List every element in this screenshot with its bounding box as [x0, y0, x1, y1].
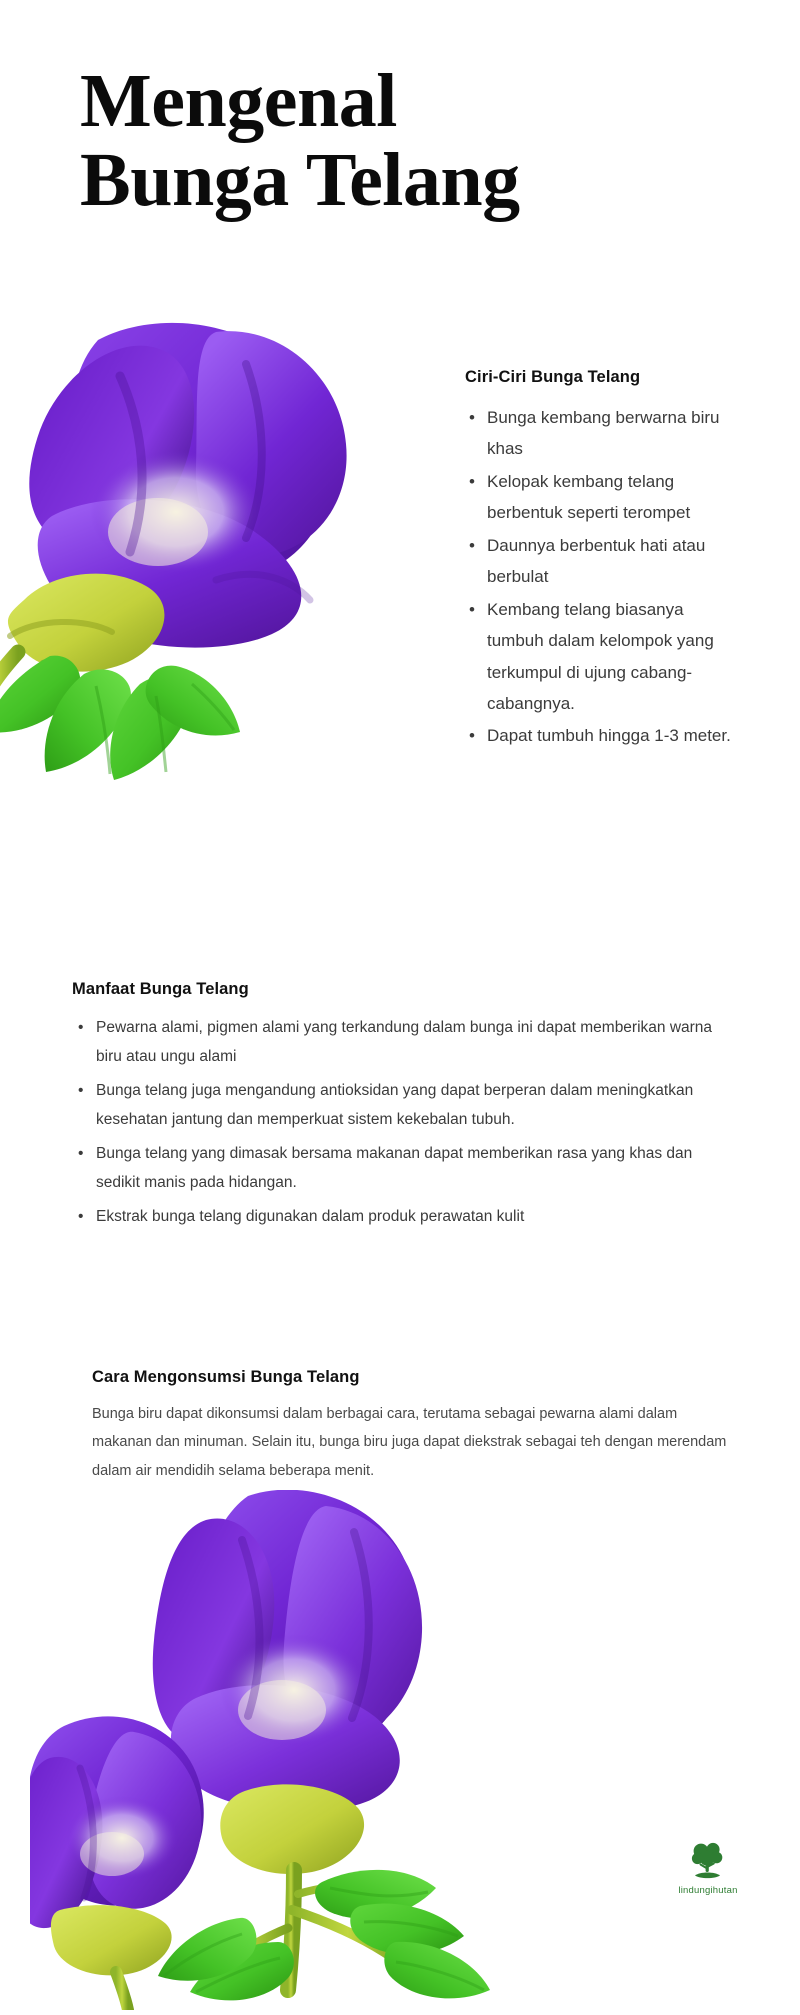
title-line-1: Mengenal — [80, 59, 397, 143]
butterfly-pea-flower-illustration — [0, 280, 380, 780]
manfaat-section — [72, 980, 720, 1235]
list-item: • Kembang telang biasanya tumbuh dalam kelompok yang terkumpul di ujung cabang-cabangnya. — [465, 594, 737, 720]
list-item: • Bunga telang yang dimasak bersama makanan dapat memberikan rasa yang khas dan sedikit manis pada hidangan. — [72, 1139, 720, 1198]
manfaat-heading: Manfaat Bunga Telang — [72, 980, 249, 998]
title-line-2: Bunga Telang — [80, 138, 520, 223]
butterfly-pea-flower-cluster-illustration — [30, 1490, 570, 2010]
ciri-ciri-list — [465, 402, 737, 752]
cara-mengonsumsi-heading: Cara Mengonsumsi Bunga Telang — [92, 1368, 360, 1386]
tree-icon — [686, 1838, 730, 1882]
manfaat-list — [72, 1013, 720, 1231]
list-item: • Dapat tumbuh hingga 1-3 meter. — [465, 720, 737, 751]
page-title — [80, 59, 720, 223]
ciri-ciri-heading: Ciri-Ciri Bunga Telang — [465, 368, 641, 386]
brand-logo — [662, 1838, 754, 1896]
ciri-ciri-section — [465, 368, 737, 753]
list-item: • Bunga telang juga mengandung antioksidan yang dapat berperan dalam meningkatkan kesehatan jantung dan memperkuat sistem kekebalan tubuh. — [72, 1076, 720, 1135]
list-item: • Ekstrak bunga telang digunakan dalam produk perawatan kulit — [72, 1202, 720, 1231]
list-item: • Kelopak kembang telang berbentuk seperti terompet — [465, 466, 737, 529]
cara-mengonsumsi-section — [92, 1368, 732, 1485]
list-item: • Bunga kembang berwarna biru khas — [465, 402, 737, 465]
list-item: • Pewarna alami, pigmen alami yang terkandung dalam bunga ini dapat memberikan warna biru atau ungu alami — [72, 1013, 720, 1072]
cara-mengonsumsi-paragraph: Bunga biru dapat dikonsumsi dalam berbagai cara, terutama sebagai pewarna alami dalam makanan dan minuman. Selain itu, bunga biru juga dapat diekstrak sebagai teh dengan merendam dalam air mendidih selama beberapa menit. — [92, 1406, 727, 1479]
brand-name: lindungihutan — [678, 1885, 738, 1896]
list-item: • Daunnya berbentuk hati atau berbulat — [465, 530, 737, 593]
